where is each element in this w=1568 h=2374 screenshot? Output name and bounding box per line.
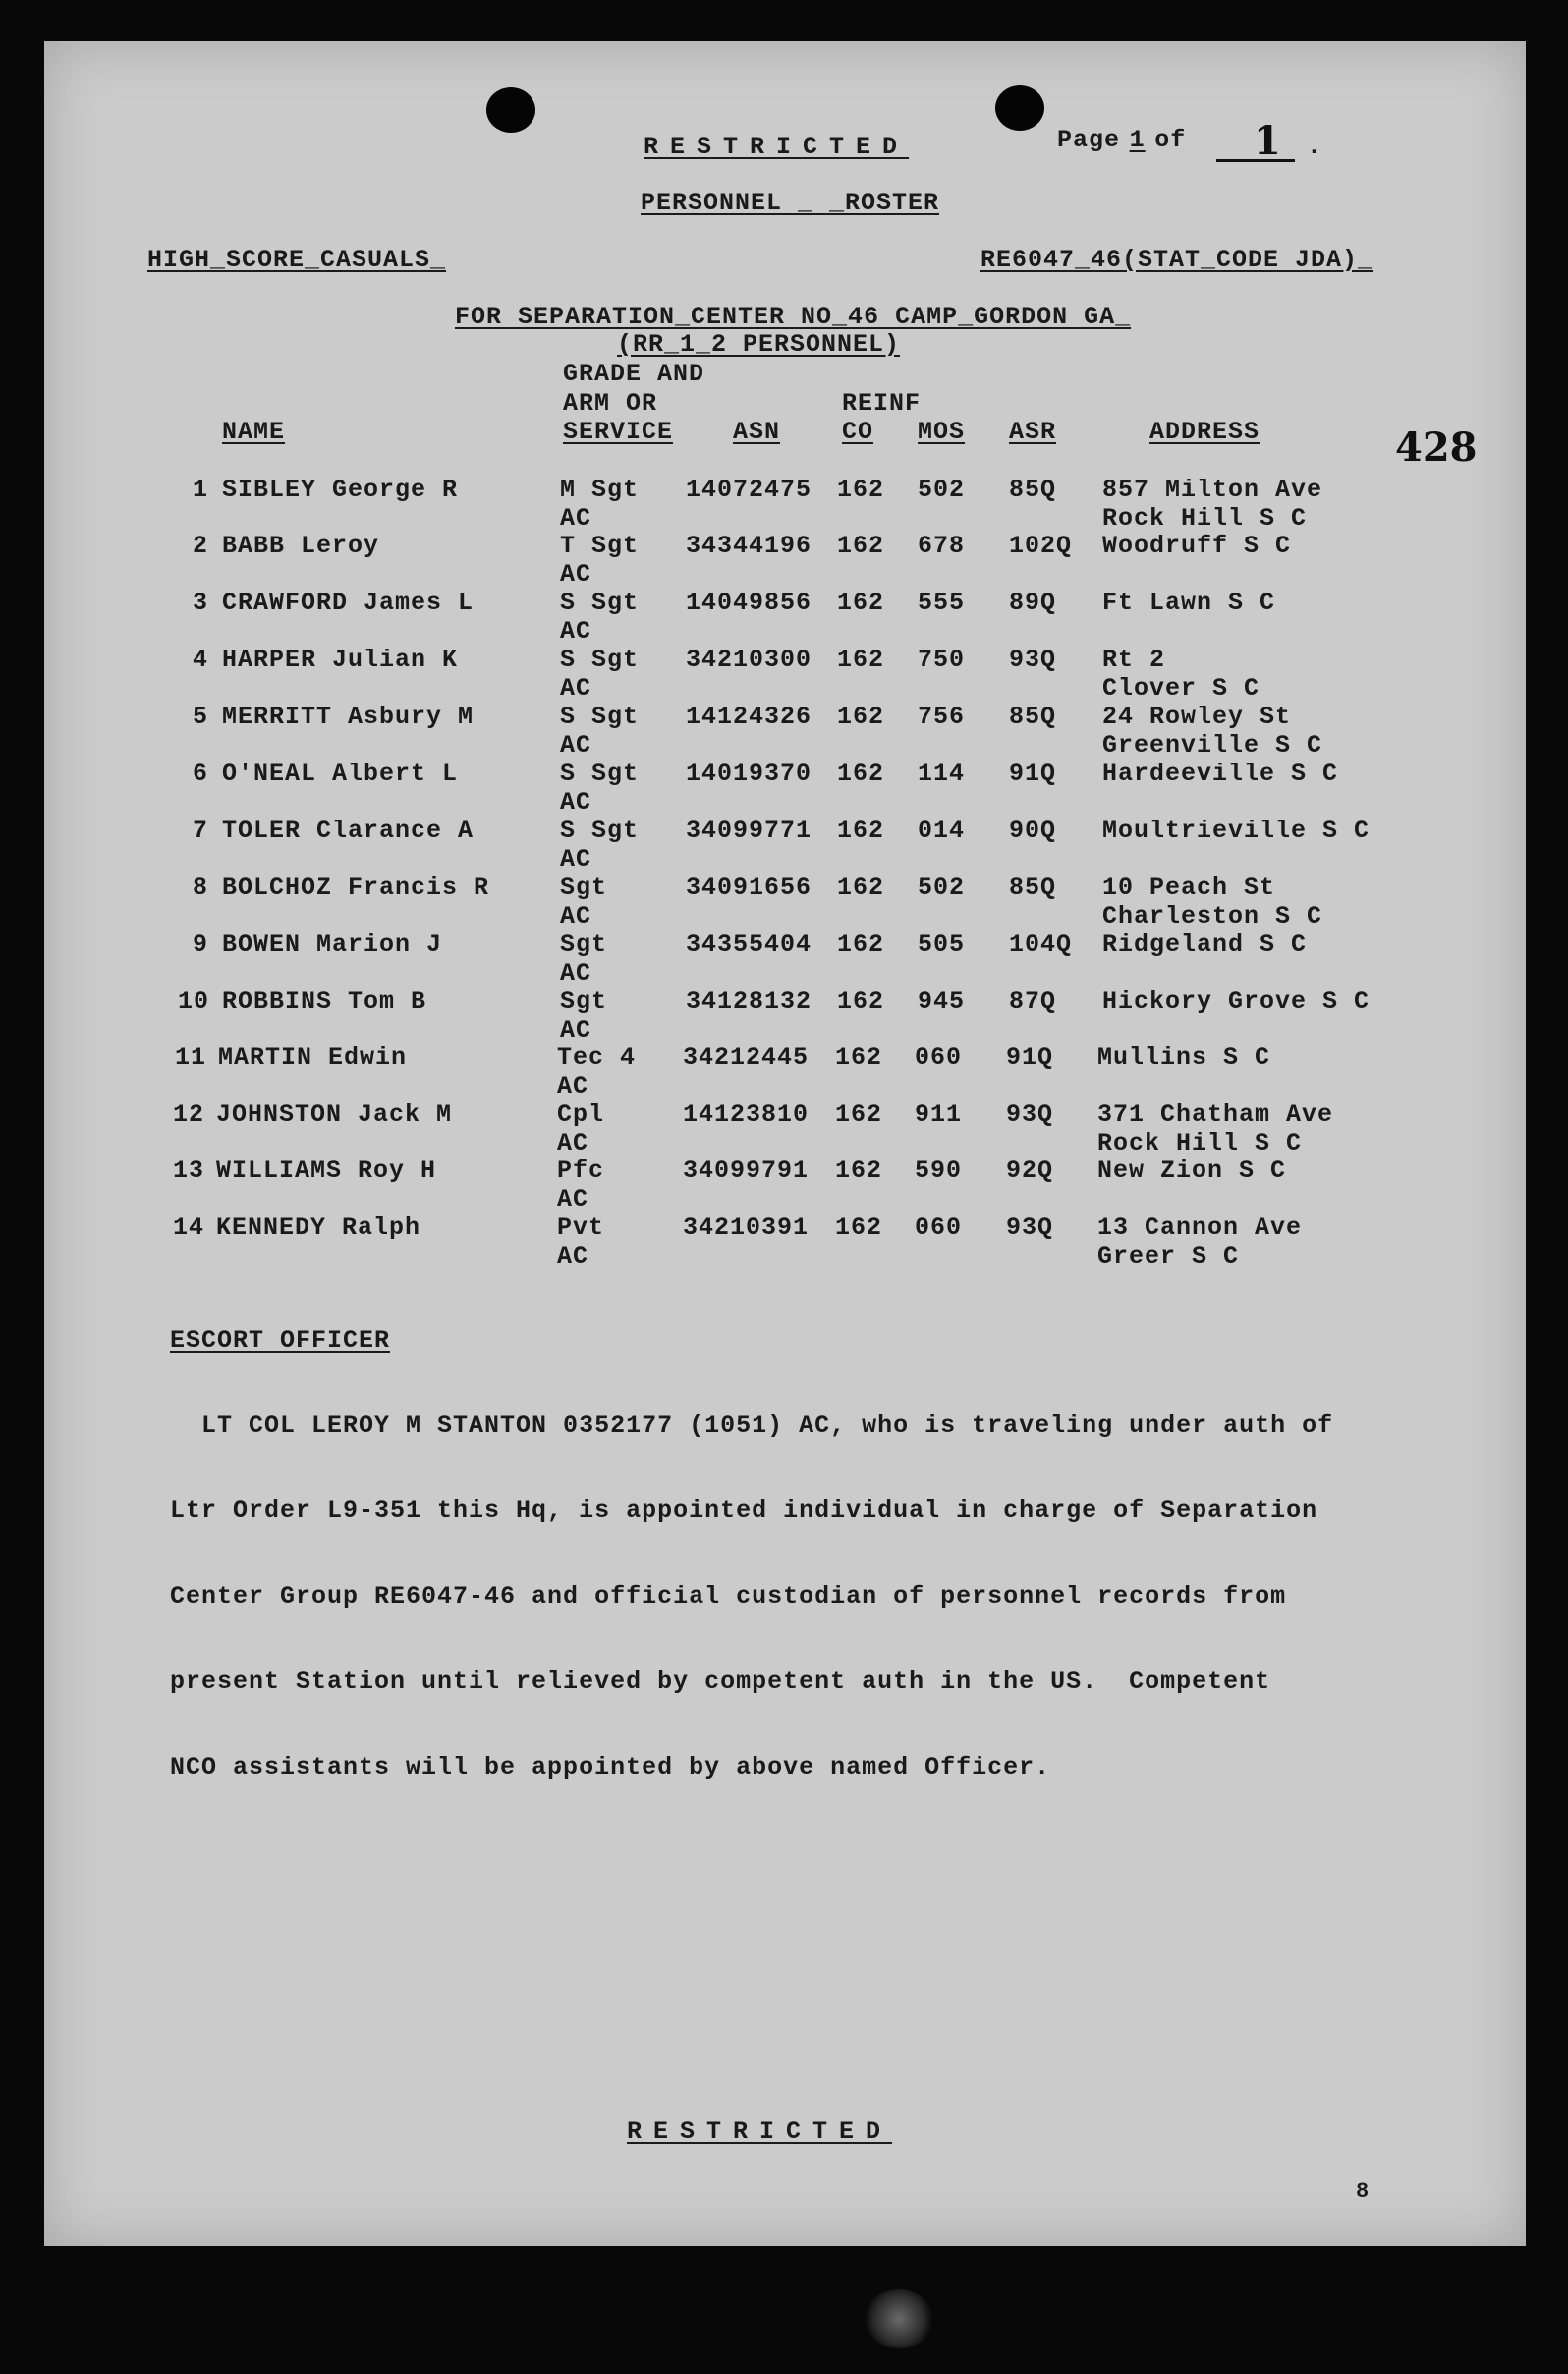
cell-name: JOHNSTON Jack M (216, 1101, 453, 1129)
cell-addr2: Charleston S C (1102, 902, 1323, 931)
cell-name: WILLIAMS Roy H (216, 1157, 437, 1185)
cell-name: KENNEDY Ralph (216, 1214, 421, 1242)
cell-asn: 34212445 (683, 1044, 810, 1072)
cell-num: 3 (193, 589, 209, 617)
cell-asn: 14049856 (686, 589, 812, 617)
cell-co: 162 (837, 703, 885, 731)
cell-arm: AC (557, 1129, 589, 1158)
cell-co: 162 (837, 589, 885, 617)
cell-num: 10 (178, 988, 210, 1016)
cell-name: MARTIN Edwin (218, 1044, 408, 1072)
cell-addr1: 13 Cannon Ave (1097, 1214, 1303, 1242)
cell-mos: 060 (915, 1214, 963, 1242)
table-row (0, 988, 1568, 1045)
cell-asn: 34099791 (683, 1157, 810, 1185)
cell-co: 162 (837, 760, 885, 788)
cell-grade: S Sgt (560, 760, 640, 788)
cell-co: 162 (837, 874, 885, 902)
cell-num: 5 (193, 703, 209, 731)
table-row (0, 760, 1568, 817)
cell-arm: AC (560, 504, 592, 533)
cell-num: 8 (193, 874, 209, 902)
cell-asr: 91Q (1006, 1044, 1054, 1072)
cell-addr1: 371 Chatham Ave (1097, 1101, 1334, 1129)
cell-num: 9 (193, 931, 209, 959)
col-grade-line2: ARM OR (563, 389, 658, 418)
cell-mos: 756 (918, 703, 966, 731)
cell-asn: 34099771 (686, 817, 812, 845)
cell-addr1: Rt 2 (1102, 646, 1166, 674)
table-row (0, 1101, 1568, 1158)
escort-heading: ESCORT OFFICER (170, 1327, 391, 1355)
cell-num: 2 (193, 532, 209, 560)
cell-name: BOWEN Marion J (222, 931, 443, 959)
cell-name: ROBBINS Tom B (222, 988, 427, 1016)
cell-arm: AC (560, 731, 592, 760)
escort-line: NCO assistants will be appointed by above named Officer. (170, 1753, 1051, 1781)
cell-num: 14 (173, 1214, 205, 1242)
cell-name: HARPER Julian K (222, 646, 459, 674)
page-indicator: Page 1 of (1057, 126, 1187, 154)
cell-asn: 34210391 (683, 1214, 810, 1242)
cell-grade: S Sgt (560, 589, 640, 617)
cell-addr1: Ridgeland S C (1102, 931, 1308, 959)
cell-name: MERRITT Asbury M (222, 703, 475, 731)
cell-co: 162 (835, 1214, 883, 1242)
cell-mos: 750 (918, 646, 966, 674)
cell-co: 162 (835, 1101, 883, 1129)
table-row (0, 1044, 1568, 1101)
cell-num: 13 (173, 1157, 205, 1185)
cell-name: BABB Leroy (222, 532, 380, 560)
table-row (0, 476, 1568, 533)
cell-grade: Sgt (560, 988, 608, 1016)
cell-mos: 505 (918, 931, 966, 959)
cell-num: 7 (193, 817, 209, 845)
cell-asn: 14124326 (686, 703, 812, 731)
cell-addr1: Moultrieville S C (1102, 817, 1371, 845)
escort-line: Ltr Order L9-351 this Hq, is appointed individual in charge of Separation (170, 1497, 1318, 1525)
cell-grade: T Sgt (560, 532, 640, 560)
col-grade-line1: GRADE AND (563, 360, 705, 388)
cell-addr1: 24 Rowley St (1102, 703, 1292, 731)
cell-mos: 060 (915, 1044, 963, 1072)
cell-addr1: New Zion S C (1097, 1157, 1287, 1185)
cell-name: CRAWFORD James L (222, 589, 475, 617)
unit-left: HIGH_SCORE_CASUALS_ (147, 246, 447, 274)
col-asr: ASR (1009, 418, 1057, 446)
table-row (0, 703, 1568, 760)
cell-grade: S Sgt (560, 703, 640, 731)
cell-num: 4 (193, 646, 209, 674)
cell-asn: 14072475 (686, 476, 812, 504)
cell-asn: 14123810 (683, 1101, 810, 1129)
cell-addr1: 857 Milton Ave (1102, 476, 1323, 504)
table-row (0, 817, 1568, 874)
cell-arm: AC (560, 560, 592, 589)
cell-addr1: Hickory Grove S C (1102, 988, 1371, 1016)
cell-arm: AC (560, 845, 592, 874)
margin-number: 428 (1395, 424, 1478, 471)
col-name: NAME (222, 418, 286, 446)
table-row (0, 874, 1568, 931)
cell-mos: 555 (918, 589, 966, 617)
cell-grade: Sgt (560, 931, 608, 959)
col-reinf-line2: CO (842, 418, 874, 446)
cell-addr1: Hardeeville S C (1102, 760, 1339, 788)
cell-arm: AC (560, 902, 592, 931)
scan-smudge (865, 2289, 933, 2348)
cell-num: 1 (193, 476, 209, 504)
cell-arm: AC (560, 674, 592, 703)
cell-asr: 93Q (1006, 1214, 1054, 1242)
cell-asr: 85Q (1009, 874, 1057, 902)
escort-line: present Station until relieved by competent auth in the US. Competent (170, 1667, 1271, 1696)
cell-asn: 34355404 (686, 931, 812, 959)
cell-arm: AC (557, 1185, 589, 1214)
col-reinf-line1: REINF (842, 389, 922, 418)
cell-asr: 93Q (1009, 646, 1057, 674)
cell-co: 162 (837, 931, 885, 959)
cell-addr1: Mullins S C (1097, 1044, 1271, 1072)
cell-addr2: Greer S C (1097, 1242, 1240, 1271)
cell-co: 162 (837, 646, 885, 674)
cell-addr2: Greenville S C (1102, 731, 1323, 760)
cell-asn: 14019370 (686, 760, 812, 788)
cell-asr: 85Q (1009, 703, 1057, 731)
cell-addr1: 10 Peach St (1102, 874, 1276, 902)
col-address: ADDRESS (1149, 418, 1260, 446)
cell-arm: AC (560, 1016, 592, 1045)
table-row (0, 589, 1568, 646)
cell-grade: S Sgt (560, 646, 640, 674)
cell-addr2: Rock Hill S C (1102, 504, 1308, 533)
cell-co: 162 (837, 817, 885, 845)
unit-right: RE6047_46(STAT_CODE JDA)_ (980, 246, 1374, 274)
cell-mos: 678 (918, 532, 966, 560)
escort-line: Center Group RE6047-46 and official custodian of personnel records from (170, 1582, 1287, 1611)
cell-mos: 014 (918, 817, 966, 845)
col-mos: MOS (918, 418, 966, 446)
cell-asn: 34091656 (686, 874, 812, 902)
cell-arm: AC (557, 1242, 589, 1271)
cell-arm: AC (560, 959, 592, 988)
cell-asn: 34210300 (686, 646, 812, 674)
col-asn: ASN (733, 418, 781, 446)
cell-asn: 34128132 (686, 988, 812, 1016)
cell-mos: 911 (915, 1101, 963, 1129)
cell-mos: 590 (915, 1157, 963, 1185)
cell-mos: 114 (918, 760, 966, 788)
cell-co: 162 (835, 1044, 883, 1072)
cell-grade: Pfc (557, 1157, 605, 1185)
corner-mark: 8 (1356, 2179, 1371, 2204)
cell-name: SIBLEY George R (222, 476, 459, 504)
destination-sub: (RR_1_2 PERSONNEL) (617, 330, 901, 359)
table-row (0, 1214, 1568, 1271)
cell-co: 162 (837, 532, 885, 560)
classification-bottom: RESTRICTED (627, 2118, 893, 2146)
cell-asr: 87Q (1009, 988, 1057, 1016)
cell-asr: 90Q (1009, 817, 1057, 845)
cell-asr: 85Q (1009, 476, 1057, 504)
page-period: . (1307, 133, 1323, 161)
cell-arm: AC (560, 617, 592, 646)
cell-asr: 93Q (1006, 1101, 1054, 1129)
table-row (0, 532, 1568, 589)
cell-co: 162 (835, 1157, 883, 1185)
cell-num: 6 (193, 760, 209, 788)
cell-addr2: Rock Hill S C (1097, 1129, 1303, 1158)
cell-asr: 92Q (1006, 1157, 1054, 1185)
table-row (0, 1157, 1568, 1214)
cell-co: 162 (837, 476, 885, 504)
col-grade-line3: SERVICE (563, 418, 674, 446)
table-row (0, 931, 1568, 988)
cell-grade: Pvt (557, 1214, 605, 1242)
table-row (0, 646, 1568, 703)
cell-co: 162 (837, 988, 885, 1016)
cell-addr1: Woodruff S C (1102, 532, 1292, 560)
cell-asr: 104Q (1009, 931, 1073, 959)
cell-asr: 89Q (1009, 589, 1057, 617)
destination: FOR SEPARATION_CENTER NO_46 CAMP_GORDON GA_ (455, 303, 1132, 331)
classification-top: RESTRICTED (644, 133, 910, 161)
escort-line: LT COL LEROY M STANTON 0352177 (1051) AC, who is traveling under auth of (170, 1411, 1334, 1440)
cell-addr1: Ft Lawn S C (1102, 589, 1276, 617)
cell-mos: 945 (918, 988, 966, 1016)
cell-arm: AC (560, 788, 592, 817)
cell-grade: Cpl (557, 1101, 605, 1129)
cell-mos: 502 (918, 476, 966, 504)
cell-addr2: Clover S C (1102, 674, 1260, 703)
cell-grade: Tec 4 (557, 1044, 637, 1072)
cell-mos: 502 (918, 874, 966, 902)
cell-name: O'NEAL Albert L (222, 760, 459, 788)
cell-name: BOLCHOZ Francis R (222, 874, 490, 902)
cell-asn: 34344196 (686, 532, 812, 560)
cell-asr: 91Q (1009, 760, 1057, 788)
cell-grade: M Sgt (560, 476, 640, 504)
cell-name: TOLER Clarance A (222, 817, 475, 845)
cell-num: 12 (173, 1101, 205, 1129)
escort-paragraph (170, 1354, 1333, 1810)
cell-grade: S Sgt (560, 817, 640, 845)
cell-grade: Sgt (560, 874, 608, 902)
cell-asr: 102Q (1009, 532, 1073, 560)
roster-title: PERSONNEL _ _ROSTER (641, 189, 940, 217)
cell-num: 11 (175, 1044, 207, 1072)
cell-arm: AC (557, 1072, 589, 1101)
page-total-handwritten: 1 (1254, 118, 1281, 164)
